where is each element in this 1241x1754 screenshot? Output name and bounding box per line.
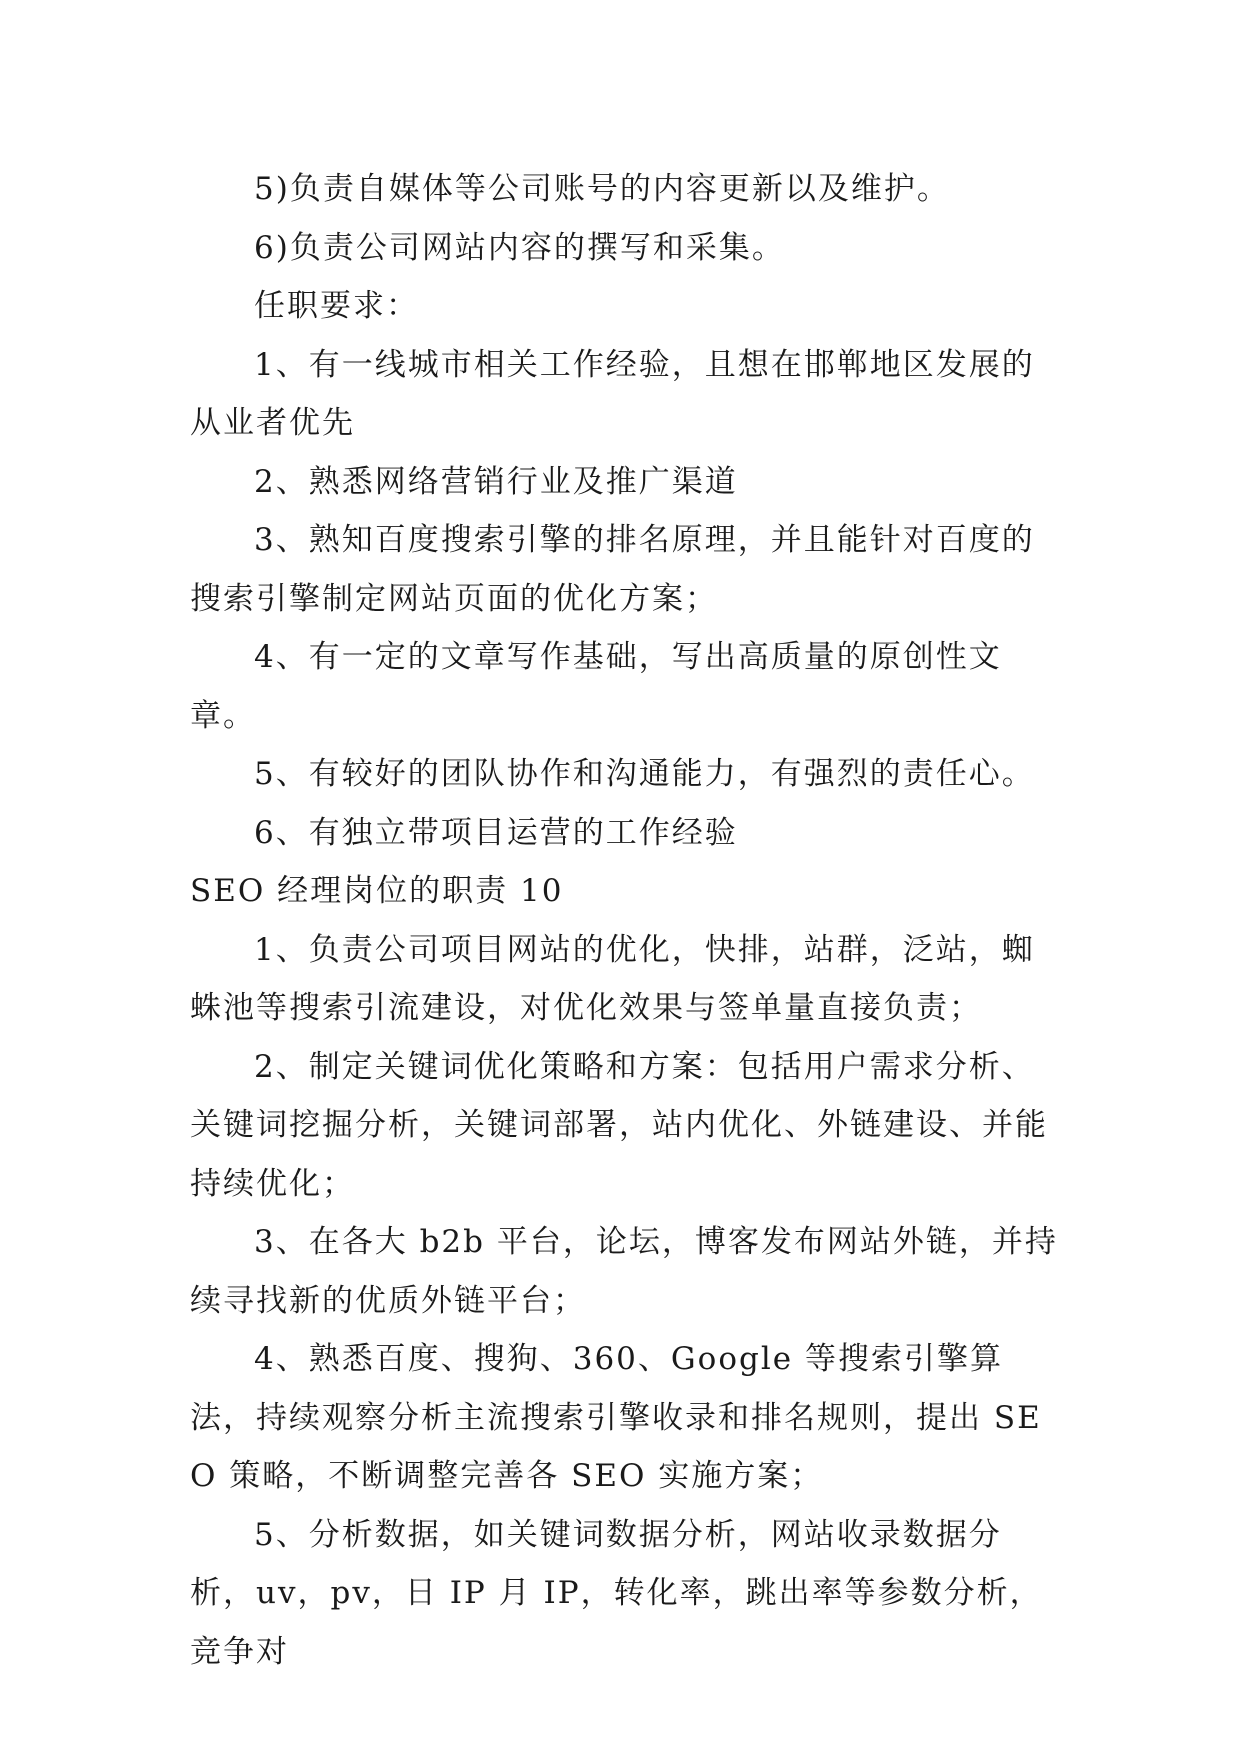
paragraph-requirement-1: 1、有一线城市相关工作经验，且想在邯郸地区发展的从业者优先	[190, 346, 1035, 441]
paragraph-requirement-3: 3、熟知百度搜索引擎的排名原理，并且能针对百度的搜索引擎制定网站页面的优化方案；	[190, 522, 1035, 617]
section-heading: SEO 经理岗位的职责 10	[190, 873, 564, 909]
paragraph-requirement-6: 6、有独立带项目运营的工作经验	[254, 814, 738, 851]
paragraph-requirement-2: 2、熟悉网络营销行业及推广渠道	[254, 463, 738, 500]
paragraph-requirements-title: 任职要求：	[254, 288, 419, 324]
paragraph-requirement-4: 4、有一定的文章写作基础，写出高质量的原创性文章。	[190, 639, 1002, 734]
paragraph-seo-duty-1: 1、负责公司项目网站的优化，快排，站群，泛站，蜘蛛池等搜索引流建设，对优化效果与签单量直接负责；	[190, 931, 1035, 1026]
paragraph-seo-duty-3: 3、在各大 b2b 平台，论坛，博客发布网站外链，并持续寻找新的优质外链平台；	[190, 1224, 1058, 1319]
paragraph-seo-duty-4: 4、熟悉百度、搜狗、360、Google 等搜索引擎算法，持续观察分析主流搜索引擎收录和排名规则，提出 SEO 策略，不断调整完善各 SEO 实施方案；	[190, 1341, 1042, 1494]
paragraph-seo-duty-5: 5、分析数据，如关键词数据分析，网站收录数据分析，uv，pv，日 IP 月 IP，转化率，跳出率等参数分析，竞争对	[190, 1516, 1043, 1670]
paragraph-duty-6: 6)负责公司网站内容的撰写和采集。	[254, 229, 785, 266]
paragraph-requirement-5: 5、有较好的团队协作和沟通能力，有强烈的责任心。	[254, 756, 1035, 792]
paragraph-duty-5: 5)负责自媒体等公司账号的内容更新以及维护。	[254, 171, 950, 207]
paragraph-seo-duty-2: 2、制定关键词优化策略和方案：包括用户需求分析、关键词挖掘分析，关键词部署，站内优化、外链建设、并能持续优化；	[190, 1048, 1048, 1202]
document-body	[190, 160, 1066, 1681]
